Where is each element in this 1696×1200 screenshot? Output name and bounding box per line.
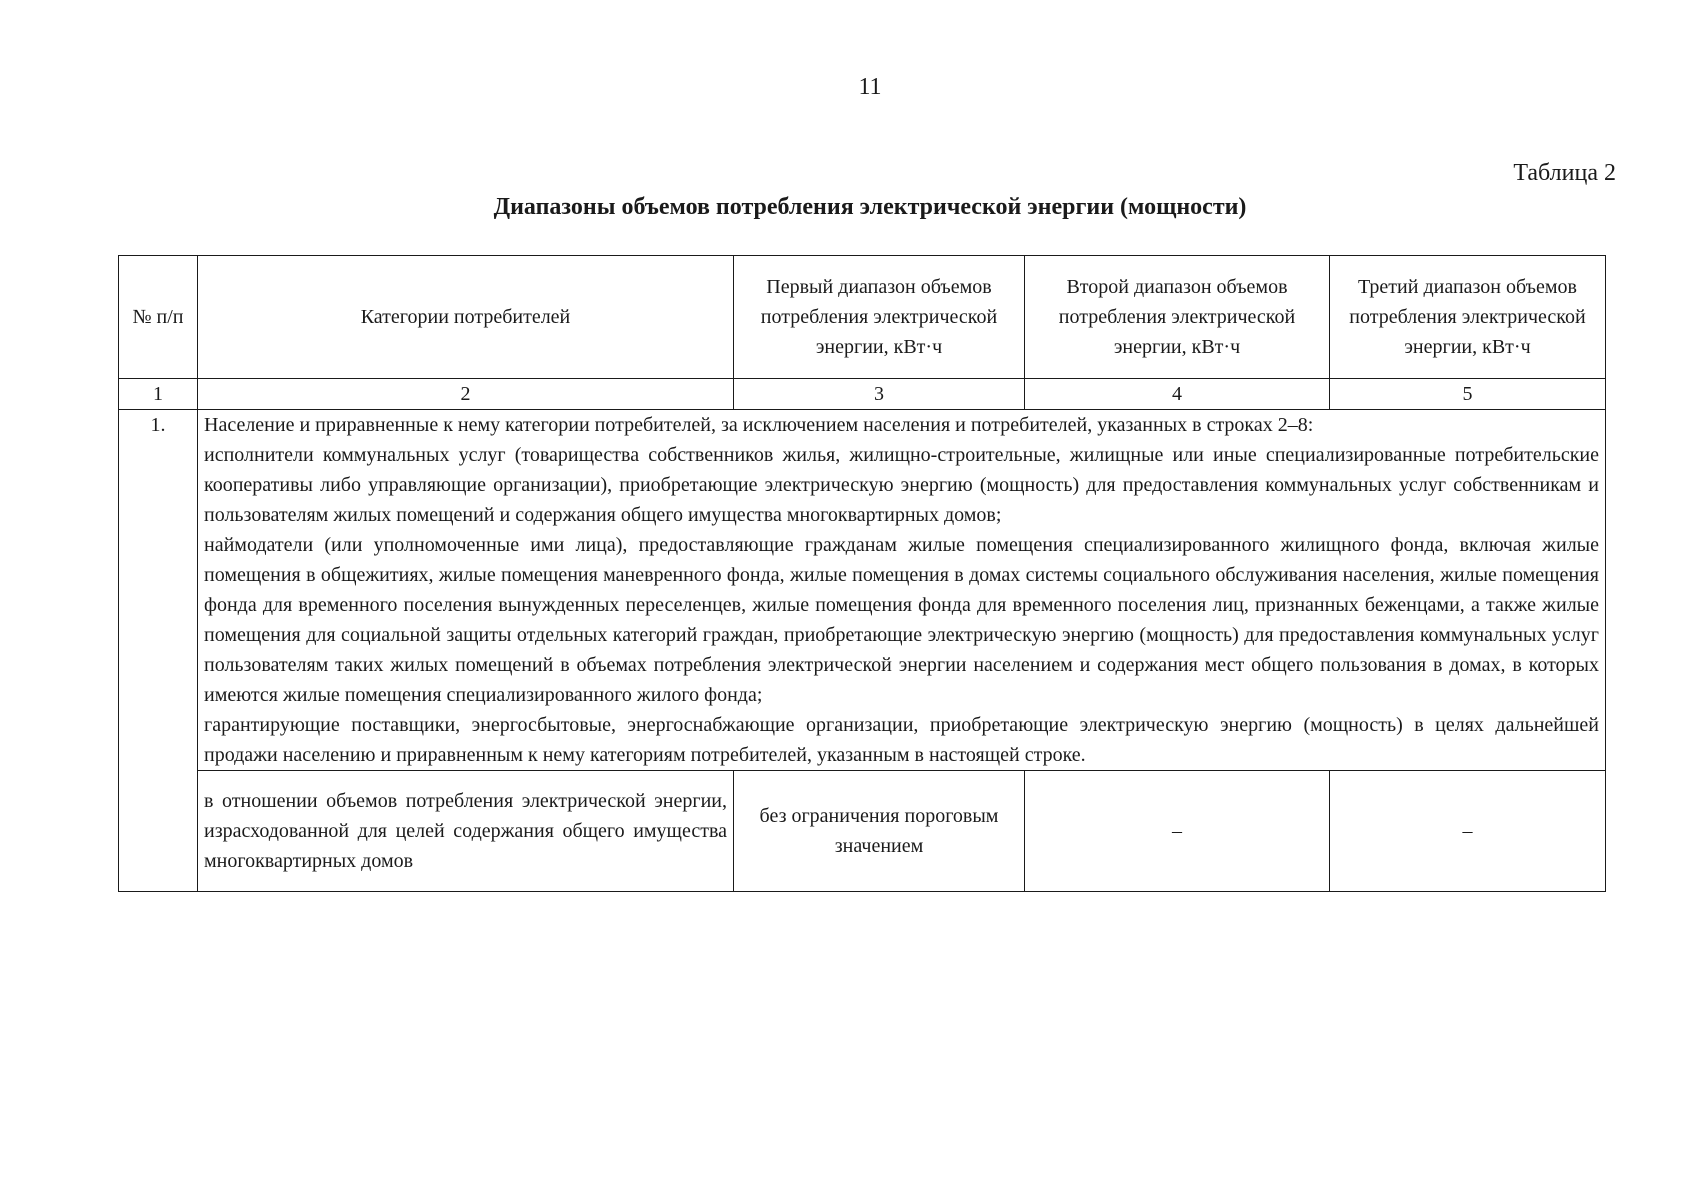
row-category-description [198,410,1606,771]
subrow-category-text: в отношении объемов потребления электрической энергии, израсходованной для целей содержания общего имущества многоквартирных домов [204,790,727,872]
column-number: 4 [1025,379,1330,410]
header-third-range: Третий диапазон объемов потребления электрической энергии, кВт·ч [1330,256,1606,379]
subrow-category [198,771,734,892]
consumption-ranges-table [118,255,1606,892]
category-paragraph: Население и приравненные к нему категории потребителей, за исключением населения и потребителей, указанных в строках 2–8: [204,414,1314,436]
page-number: 11 [858,74,882,100]
column-number-row [119,379,1606,410]
table-label: Таблица 2 [1513,160,1616,186]
column-number: 5 [1330,379,1606,410]
header-consumer-category: Категории потребителей [198,256,734,379]
subrow-first-range: без ограничения пороговым значением [734,771,1025,892]
table-row [119,410,1606,771]
header-second-range: Второй диапазон объемов потребления электрической энергии, кВт·ч [1025,256,1330,379]
header-first-range: Первый диапазон объемов потребления электрической энергии, кВт·ч [734,256,1025,379]
table-header-row [119,256,1606,379]
column-number: 3 [734,379,1025,410]
document-title: Диапазоны объемов потребления электрической энергии (мощности) [493,194,1247,220]
category-paragraph: исполнители коммунальных услуг (товарищества собственников жилья, жилищно-строительные, жилищные или иные специализированные потребительские кооперативы либо управляющие организации), приобретающие электрическую энергию (мощность) для предоставления коммунальных услуг собственникам и пользователям жилых помещений и содержания общего имущества многоквартирных домов; [204,444,1599,526]
column-number: 2 [198,379,734,410]
column-number: 1 [119,379,198,410]
subrow-second-range: – [1025,771,1330,892]
row-number: 1. [119,410,198,892]
table-subrow [119,771,1606,892]
category-paragraph: гарантирующие поставщики, энергосбытовые, энергоснабжающие организации, приобретающие электрическую энергию (мощность) в целях дальнейшей продажи населению и приравненным к нему категориям потребителей, указанным в настоящей строке. [204,714,1599,766]
subrow-third-range: – [1330,771,1606,892]
header-row-number: № п/п [119,256,198,379]
category-paragraph: наймодатели (или уполномоченные ими лица), предоставляющие гражданам жилые помещения специализированного жилищного фонда, включая жилые помещения в общежитиях, жилые помещения маневренного фонда, жилые помещения в домах системы социального обслуживания населения, жилые помещения фонда для временного поселения вынужденных переселенцев, жилые помещения фонда для временного поселения лиц, признанных беженцами, а также жилые помещения для социальной защиты отдельных категорий граждан, приобретающие электрическую энергию (мощность) для предоставления коммунальных услуг пользователям таких жилых помещений в объемах потребления электрической энергии населением и содержания мест общего пользования в домах, в которых имеются жилые помещения специализированного жилого фонда; [204,534,1599,706]
